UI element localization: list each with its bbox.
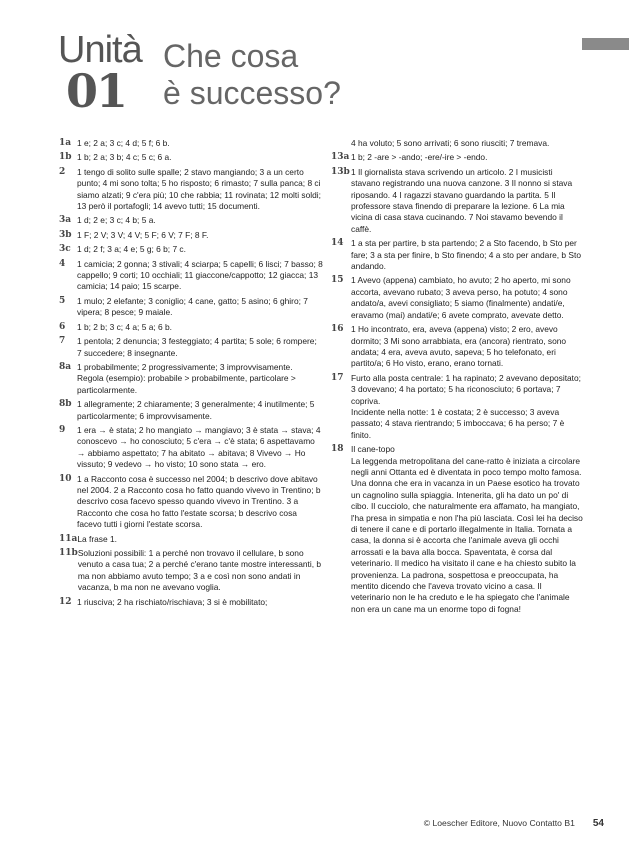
exercise-answer bbox=[59, 259, 323, 293]
exercise-number: 3c bbox=[59, 244, 71, 255]
exercise-answer bbox=[59, 399, 323, 422]
exercise-number: 4 bbox=[59, 258, 66, 269]
exercise-number: 8b bbox=[59, 399, 72, 410]
unit-word: Unità bbox=[58, 29, 142, 71]
exercise-text: 1 a sta per partire, b sta partendo; 2 a Sto facendo, b Sto per fare; 3 a sta per finire, b Sto finendo; 4 a sto per andare, b Sto andando. bbox=[351, 238, 581, 272]
exercise-text: 1 Il giornalista stava scrivendo un articolo. 2 I musicisti stavano registrando una nuova canzone. 3 Il nonno si stava riposando. 4 I ragazzi stavano guardando la partita. 5 Il professore stava finendo di preparare la lezione. 6 La mia vicina di casa stava cucinando. 7 Noi stavamo bevendo il caffè. bbox=[351, 166, 573, 234]
exercise-number: 9 bbox=[59, 424, 66, 435]
exercise-text: 1 camicia; 2 gonna; 3 stivali; 4 sciarpa; 5 capelli; 6 lisci; 7 basso; 8 cappello; 9 corti; 10 occhiali; 11 giaccone/cappotto; 12 giacca; 13 camicia; 14 paio; 15 scarpe. bbox=[77, 258, 323, 292]
exercise-number: 11a bbox=[59, 533, 78, 544]
exercise-text: 1 d; 2 f; 3 a; 4 e; 5 g; 6 b; 7 c. bbox=[77, 244, 186, 255]
exercise-text: 1 Avevo (appena) cambiato, ho avuto; 2 ho aperto, mi sono accorta, avevano rubato; 3 aveva perso, ha potuto; 4 sono andato/a, avevi consigliato; 5 siamo (finalmente) andati/e, eravamo (mai) andati/e; 6 avete comprato, avevate detto. bbox=[351, 275, 571, 320]
exercise-text: 1 d; 2 e; 3 c; 4 b; 5 a. bbox=[77, 215, 156, 226]
exercise-answer bbox=[59, 548, 323, 594]
exercise-text: Soluzioni possibili: 1 a perché non trovavo il cellulare, b sono venuto a casa tua; 2 a perché c'erano tante mostre interessanti, b ma non abbiamo avuto tempo; 3 a e così non sono andati in vacanza, b ma non ne avevano voglia. bbox=[77, 548, 322, 593]
exercise-text: 1 Ho incontrato, era, aveva (appena) visto; 2 ero, avevo dormito; 3 Mi sono arrabbiata, era (ancora) rientrato, sono andata; 4 era, aveva avuto, sapeva; 5 ho telefonato, eri partito/a; 6 Ho visto, erano, erano tornati. bbox=[351, 324, 567, 369]
exercise-number: 16 bbox=[331, 324, 344, 335]
exercise-answer bbox=[331, 275, 583, 321]
unit-number: 01 bbox=[66, 64, 127, 118]
exercise-answer bbox=[59, 215, 323, 226]
exercise-number: 8a bbox=[59, 361, 72, 372]
exercise-text: 1 b; 2 -are > -ando; -ere/-ire > -endo. bbox=[351, 152, 488, 163]
exercise-answer bbox=[331, 238, 583, 272]
exercise-answer bbox=[59, 296, 323, 319]
exercise-number: 15 bbox=[331, 275, 344, 286]
exercise-answer bbox=[59, 425, 323, 471]
exercise-text: La frase 1. bbox=[77, 533, 117, 544]
exercise-answer bbox=[59, 244, 323, 255]
exercise-answer bbox=[59, 152, 323, 163]
exercise-number: 13a bbox=[331, 152, 350, 163]
exercise-text: 1 e; 2 a; 3 c; 4 d; 5 f; 6 b. bbox=[77, 138, 170, 148]
exercise-text: 1 a Racconto cosa è successo nel 2004; b descrivo dove abitavo nel 2004. 2 a Racconto cosa ho fatto quando vivevo in Trentino; b descrivo cosa facevo spesso quando vivevo in Trentino. 3 a Racconto che cosa ho fatto l'estate scorsa; b descrivo cosa facevo tutti i giorni l'estate scorsa. bbox=[77, 473, 321, 530]
exercise-number: 6 bbox=[59, 321, 66, 332]
exercise-text: 1 tengo di solito sulle spalle; 2 stavo mangiando; 3 a un certo punto; 4 mi sono tolta; 5 ho risposto; 6 rimasto; 7 sulla panca; 8 ci siamo alzati; 9 c'era più; 10 che rabbia; 11 rovinata; 12 molti soldi; 13 però il portafogli; 14 avevo tutti; 15 documenti. bbox=[77, 166, 321, 212]
exercise-answer bbox=[59, 597, 323, 608]
exercise-text: 1 probabilmente; 2 progressivamente; 3 improvvisamente. Regola (esempio): probabile > probabilmente, particolare > particolarmente. bbox=[77, 361, 296, 395]
exercise-text: Furto alla posta centrale: 1 ha rapinato; 2 avevano depositato; 3 dovevano; 4 ha portato; 5 ha riconosciuto; 6 portava; 7 copriva. Incidente nella notte: 1 è costata; 2 è successo; 3 aveva passato; 4 stava rientrando; 5 imboccava; 6 ha perso; 7 è finito. bbox=[351, 372, 581, 440]
exercise-number: 3b bbox=[59, 229, 72, 240]
exercise-text: 1 allegramente; 2 chiaramente; 3 generalmente; 4 inutilmente; 5 particolarmente; 6 improvvisamente. bbox=[77, 399, 315, 421]
exercise-text: 1 pentola; 2 denuncia; 3 festeggiato; 4 partita; 5 sole; 6 rompere; 7 succedere; 8 insegnante. bbox=[77, 336, 317, 358]
exercise-text: Il cane-topo La leggenda metropolitana del cane-ratto è iniziata a circolare negli anni Ottanta ed è diventata in poco tempo molto famosa. Una donna che era in vacanza in un Paese esotico ha trovato un cagnolino sulla spiaggia. Intenerita, gli ha dato un po' di cibo. Il cucciolo, che naturalmente era affamato, ha mangiato, l'ha presa in simpatia e non l'ha più lasciata. Così lei ha deciso di tenere il cane e di portarlo illegalmente in Italia. Tornata a casa, la donna si è accorta che l'animale aveva gli occhi arrossati e la bava alla bocca. Spaventata, è corsa dal veterinario. Il medico ha visitato il cane e ha chiesto subito la provenienza. La padrona, sospettosa e preoccupata, ha mentito dicendo che l'aveva trovato vicino a casa. Il veterinario non le ha creduto e le ha spiegato che l'animale non era un cane ma un enorme topo di fogna! bbox=[351, 444, 583, 614]
exercise-number: 7 bbox=[59, 336, 66, 347]
exercise-number: 1a bbox=[59, 138, 72, 148]
exercise-number: 2 bbox=[59, 166, 66, 177]
exercise-number: 3a bbox=[59, 215, 72, 226]
exercise-text: 1 b; 2 a; 3 b; 4 c; 5 c; 6 a. bbox=[77, 152, 172, 163]
exercise-text: 1 mulo; 2 elefante; 3 coniglio; 4 cane, gatto; 5 asino; 6 ghiro; 7 vipera; 8 pesce; 9 maiale. bbox=[77, 295, 308, 318]
exercise-text: 1 b; 2 b; 3 c; 4 a; 5 a; 6 b. bbox=[77, 321, 172, 332]
exercise-text: 1 F; 2 V; 3 V; 4 V; 5 F; 6 V; 7 F; 8 F. bbox=[77, 229, 209, 240]
exercise-number: 18 bbox=[331, 444, 344, 455]
exercise-answer bbox=[59, 336, 323, 359]
page-footer bbox=[380, 818, 604, 829]
exercise-answer bbox=[59, 534, 323, 545]
exercise-number: 12 bbox=[59, 596, 72, 607]
exercise-answer bbox=[59, 167, 323, 213]
right-column bbox=[331, 138, 583, 618]
exercise-text: 1 riusciva; 2 ha rischiato/rischiava; 3 si è mobilitato; bbox=[77, 596, 268, 607]
exercise-answer bbox=[331, 444, 583, 615]
title-line-1: Che cosa bbox=[163, 38, 299, 74]
exercise-answer bbox=[59, 322, 323, 333]
footer-credit: © Loescher Editore, Nuovo Contatto B1 bbox=[423, 818, 575, 828]
exercise-text: 1 era → è stata; 2 ho mangiato → mangiavo; 3 è stata → stava; 4 conoscevo → ho conosciuto; 5 c'era → c'è stata; 6 aspettavamo → abbiamo aspettato; 7 ha abitato → abitava; 8 Vivevo → Ho vissuto; 9 vedevo → ho visto; 10 sono stata → ero. bbox=[77, 424, 321, 470]
exercise-number: 10 bbox=[59, 473, 72, 484]
exercise-answer bbox=[59, 138, 323, 149]
page-number: 54 bbox=[592, 818, 604, 829]
exercise-answer bbox=[331, 373, 583, 441]
exercise-number: 11b bbox=[59, 548, 78, 558]
exercise-number bbox=[331, 138, 351, 149]
exercise-answer bbox=[331, 324, 583, 370]
exercise-number: 14 bbox=[331, 238, 344, 249]
exercise-answer bbox=[59, 230, 323, 241]
exercise-number: 1b bbox=[59, 152, 72, 163]
exercise-number: 17 bbox=[331, 372, 344, 383]
exercise-answer bbox=[331, 167, 583, 235]
chapter-tab bbox=[582, 38, 629, 50]
exercise-number: 13b bbox=[331, 166, 350, 177]
exercise-answer bbox=[331, 152, 583, 163]
exercise-answer bbox=[59, 362, 323, 396]
exercise-answer bbox=[331, 138, 583, 149]
title-line-2: è successo? bbox=[163, 75, 341, 111]
exercise-number: 5 bbox=[59, 295, 66, 306]
exercise-answer bbox=[59, 474, 323, 531]
page-title bbox=[163, 38, 341, 112]
exercise-text: 4 ha voluto; 5 sono arrivati; 6 sono riusciti; 7 tremava. bbox=[351, 138, 550, 148]
left-column bbox=[59, 138, 323, 611]
